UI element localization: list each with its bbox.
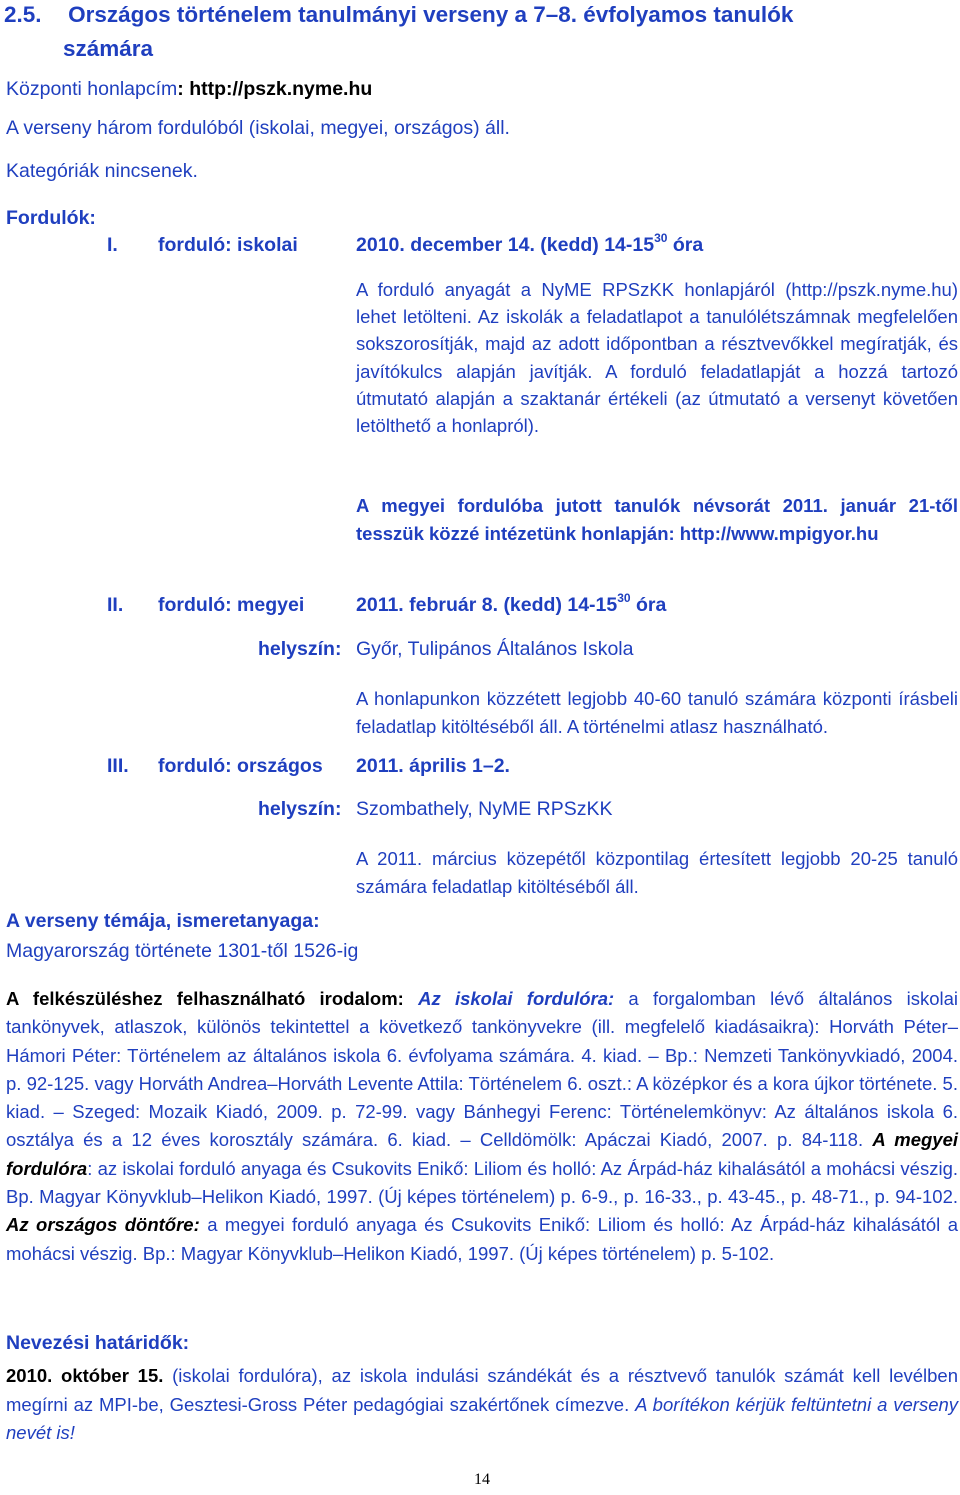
page-number: 14	[474, 1471, 490, 1488]
round2-unit: óra	[636, 594, 667, 616]
categories-info: Kategóriák nincsenek.	[6, 160, 198, 182]
round3-venue-label: helyszín:	[258, 798, 342, 820]
round3-name: forduló: országos	[158, 755, 323, 777]
section-title	[4, 2, 793, 28]
round2-venue-label: helyszín:	[258, 638, 342, 660]
rounds-heading: Fordulók:	[6, 207, 96, 229]
deadlines-date: 2010. október 15.	[6, 1365, 164, 1386]
round1-num: I.	[107, 234, 118, 256]
round3-num: III.	[107, 755, 129, 777]
deadlines-paragraph	[6, 1362, 958, 1448]
literature-paragraph	[6, 985, 958, 1268]
round1-day: (kedd) 14-15	[540, 234, 655, 256]
homepage-line	[6, 78, 372, 101]
literature-final-label: Az országos döntőre:	[6, 1214, 200, 1236]
deadlines-text: (iskolai fordulóra), az iskola indulási szándékát és a résztvevő tanulók számát kell levélben megírni az MPI-be, Gesztesi-Gross Péter pedagógiai szakértőnek címezve.	[6, 1365, 958, 1415]
literature-final-text: a megyei forduló anyaga és Csukovits Enikő: Liliom és holló: Az Árpád-ház kihalásától a mohácsi vészig. Bp.: Magyar Könyvklub–Helikon Kiadó, 1997. (Új képes történelem) p. 5-102.	[6, 1214, 959, 1264]
round1-unit: óra	[672, 234, 704, 256]
rounds-info: A verseny három fordulóból (iskolai, megyei, országos) áll.	[6, 117, 510, 139]
literature-label: A felkészüléshez felhasználható irodalom:	[6, 988, 404, 1009]
deadlines-heading: Nevezési határidők:	[6, 1332, 190, 1354]
homepage-url: http://pszk.nyme.hu	[189, 78, 373, 100]
round2-date: 2011. február 8.	[356, 594, 499, 616]
round2-datetime	[356, 590, 667, 617]
literature-county-text: : az iskolai forduló anyaga és Csukovits Enikő: Liliom és holló: Az Árpád-ház kihalásától a mohácsi vészig. Bp. Magyar Könyvklub–Helikon Kiadó, 1997. (Új képes történelem) p. 6-9., p. 16-33., p. 43-45., p. 48-71., p. 94-102.	[6, 1157, 958, 1208]
round2-day: (kedd) 14-15	[503, 594, 618, 616]
literature-school-text: a forgalomban lévő általános iskolai tankönyvek, atlaszok, különös tekintettel a következő tankönyvekre (ill. megfelelő kiadásaikra): Horváth Péter–Hámori Péter: Történelem az általános iskola 6. évfolyama számára. 4. kiad. – Bp.: Nemzeti Tankönyvkiadó, 2004. p. 92-125. vagy Horváth Andrea–Horváth Levente Attila: Történelem 6. oszt.: A középkor és a kora újkor története. 5. kiad. – Szeged: Mozaik Kiadó, 2009. p. 72-99. vagy Bánhegyi Ferenc: Történelemkönyv: Az általános iskola 6. osztálya és a 12 éves korosztály számára. 6. kiad. – Celldömölk: Apáczai Kiadó, 2007. p. 84-118.	[6, 988, 959, 1151]
literature-school-label: Az iskolai fordulóra:	[418, 988, 615, 1009]
theme-label: A verseny témája, ismeretanyaga:	[6, 910, 320, 932]
round1-datetime	[356, 230, 704, 257]
round2-venue: Győr, Tulipános Általános Iskola	[356, 638, 634, 660]
round2-name: forduló: megyei	[158, 594, 305, 616]
title-line-1: Országos történelem tanulmányi verseny a 7–8. évfolyamos tanulók	[68, 2, 794, 27]
title-line-2: számára	[63, 36, 154, 61]
round1-name: forduló: iskolai	[158, 234, 298, 256]
homepage-label: Központi honlapcím	[6, 78, 178, 100]
deadlines-note: A borítékon kérjük feltüntetni a verseny nevét is!	[6, 1393, 959, 1443]
literature-county-label: A megyei fordulóra	[6, 1129, 959, 1179]
round1-results-note: A megyei fordulóba jutott tanulók névsorát 2011. január 21-től tesszük közzé intézetünk honlapján: http://www.mpigyor.hu	[356, 495, 958, 544]
round3-venue: Szombathely, NyME RPSzKK	[356, 798, 613, 820]
section-number: 2.5.	[4, 2, 42, 27]
round3-paragraph: A 2011. március közepétől központilag értesített legjobb 20-25 tanuló számára feladatlap kitöltéséből áll.	[356, 848, 958, 897]
round2-num: II.	[107, 594, 124, 616]
homepage-colon: :	[177, 78, 184, 100]
round1-sup: 30	[654, 230, 668, 245]
round2-paragraph: A honlapunkon közzétett legjobb 40-60 tanuló számára központi írásbeli feladatlap kitöltéséből áll. A történelmi atlasz használható.	[356, 688, 958, 737]
round1-paragraph: A forduló anyagát a NyME RPSzKK honlapjáról (http://pszk.nyme.hu) lehet letölteni. Az iskolák a feladatlapot a tanulólétszámnak megfelelően sokszorosítják, majd az adott időpontban a résztvevőkkel megíratják, és javítókulcs alapján javítják. A forduló feladatlapját a hozzá tartozó útmutató alapján a szaktanár értékeli (az útmutató a versenyt követően letölthető a honlapról).	[356, 279, 958, 437]
theme-value: Magyarország története 1301-től 1526-ig	[6, 940, 359, 962]
round2-sup: 30	[617, 590, 631, 605]
round3-date: 2011. április 1–2.	[356, 755, 510, 777]
round1-date: 2010. december 14.	[356, 234, 535, 256]
